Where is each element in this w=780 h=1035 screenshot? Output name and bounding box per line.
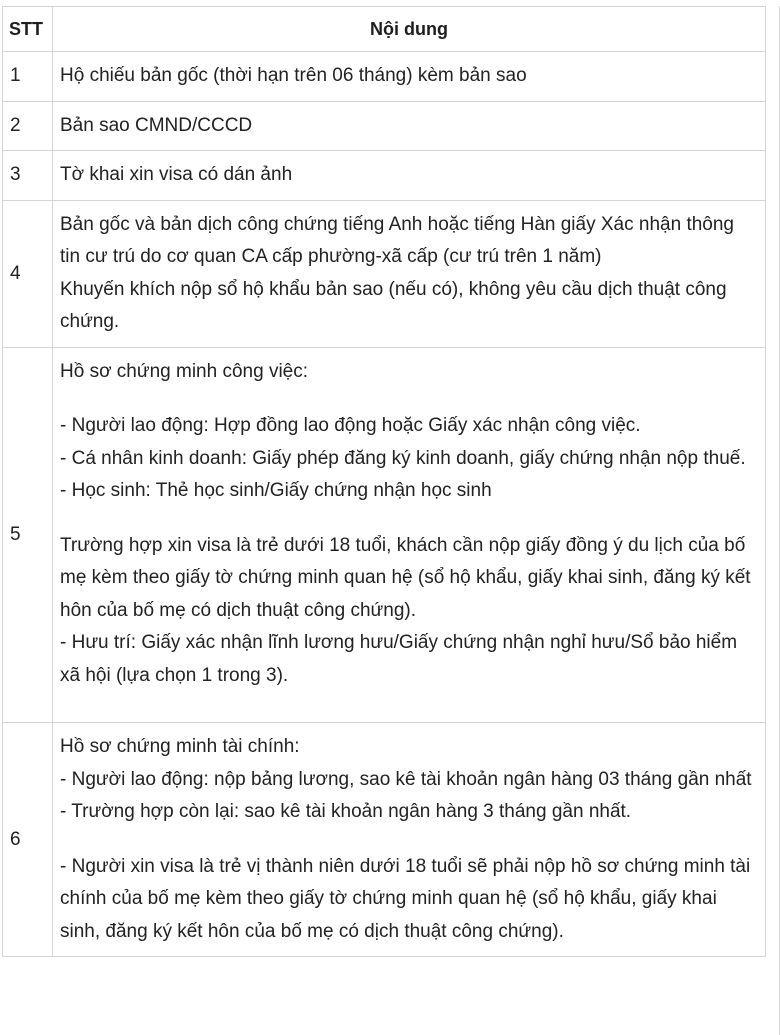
paragraph-gap <box>60 829 755 851</box>
content-line: - Trường hợp còn lại: sao kê tài khoản ngân hàng 3 tháng gần nhất. <box>60 801 632 822</box>
table-row <box>3 101 766 151</box>
content-line: Trường hợp xin visa là trẻ dưới 18 tuổi, khách cần nộp giấy đồng ý du lịch của bố mẹ kèm theo giấy tờ chứng minh quan hệ (sổ hộ khẩu, giấy khai sinh, đăng ký kết hôn của bố mẹ có dịch thuật công chứng). <box>60 534 751 621</box>
row-content <box>53 723 766 957</box>
row-content <box>53 101 766 151</box>
content-line: Bản gốc và bản dịch công chứng tiếng Anh hoặc tiếng Hàn giấy Xác nhận thông tin cư trú do cơ quan CA cấp phường-xã cấp (cư trú trên 1 năm) <box>60 213 734 267</box>
row-number: 3 <box>3 151 53 201</box>
paragraph-gap <box>60 692 755 714</box>
table-header-row <box>3 7 766 52</box>
header-stt: STT <box>3 7 53 52</box>
content-line: Khuyến khích nộp sổ hộ khẩu bản sao (nếu có), không yêu cầu dịch thuật công chứng. <box>60 278 727 332</box>
content-line: - Hưu trí: Giấy xác nhận lĩnh lương hưu/Giấy chứng nhận nghỉ hưu/Sổ bảo hiểm xã hội (lựa chọn 1 trong 3). <box>60 632 738 686</box>
content-line: Hồ sơ chứng minh công việc: <box>60 360 309 382</box>
content-line: - Người lao động: nộp bảng lương, sao kê tài khoản ngân hàng 03 tháng gần nhất <box>60 768 752 790</box>
content-line: - Người lao động: Hợp đồng lao động hoặc Giấy xác nhận công việc. <box>60 415 641 436</box>
table-row <box>3 200 766 347</box>
requirements-table <box>2 6 766 957</box>
header-content: Nội dung <box>53 7 766 52</box>
paragraph-gap <box>60 388 755 410</box>
row-number: 6 <box>3 723 53 957</box>
content-line: Bản sao CMND/CCCD <box>60 114 253 136</box>
table-row <box>3 723 766 957</box>
row-number: 1 <box>3 52 53 102</box>
row-number: 2 <box>3 101 53 151</box>
content-line: - Người xin visa là trẻ vị thành niên dưới 18 tuổi sẽ phải nộp hồ sơ chứng minh tài chính của bố mẹ kèm theo giấy tờ chứng minh quan hệ (sổ hộ khẩu, giấy khai sinh, đăng ký kết hôn của bố mẹ có dịch thuật công chứng). <box>60 855 751 942</box>
content-line: Hộ chiếu bản gốc (thời hạn trên 06 tháng) kèm bản sao <box>60 65 527 86</box>
content-line: Tờ khai xin visa có dán ảnh <box>60 164 293 185</box>
table-row <box>3 52 766 102</box>
table-row <box>3 151 766 201</box>
content-line: - Học sinh: Thẻ học sinh/Giấy chứng nhận học sinh <box>60 480 492 501</box>
row-number: 5 <box>3 347 53 723</box>
content-line: Hồ sơ chứng minh tài chính: <box>60 736 300 757</box>
row-content <box>53 52 766 102</box>
row-content <box>53 151 766 201</box>
table-row <box>3 347 766 723</box>
content-line: - Cá nhân kinh doanh: Giấy phép đăng ký kinh doanh, giấy chứng nhận nộp thuế. <box>60 447 746 469</box>
row-content <box>53 347 766 723</box>
paragraph-gap <box>60 508 755 530</box>
row-content <box>53 200 766 347</box>
row-number: 4 <box>3 200 53 347</box>
